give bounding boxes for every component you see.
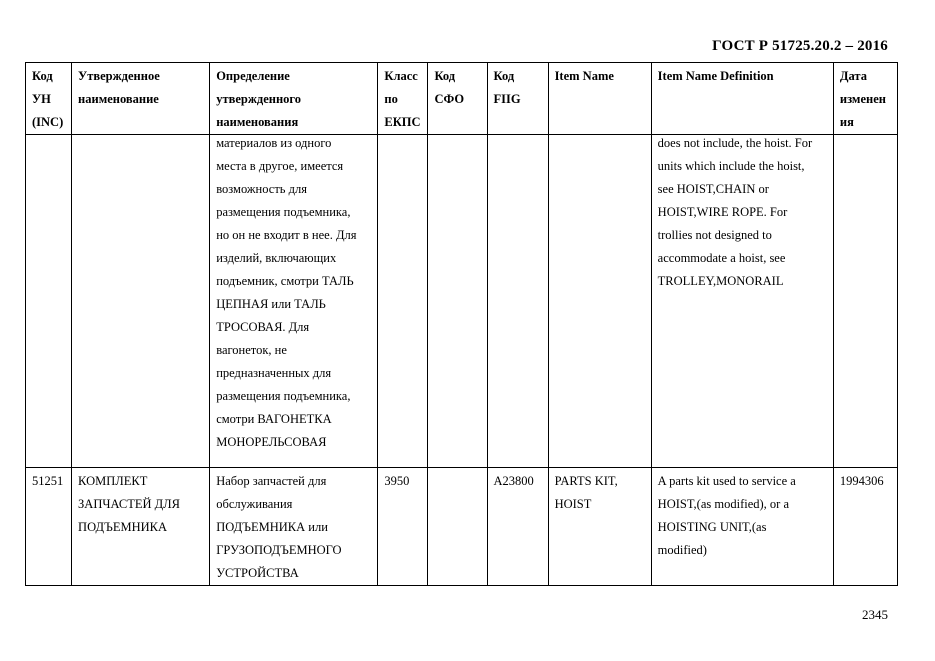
cell-fiig: A23800: [487, 468, 548, 586]
col-header-class: Класс по ЕКПС: [378, 63, 428, 135]
page-number: 2345: [862, 607, 888, 622]
col-header-inc: Код УН (INC): [26, 63, 72, 135]
col-header-approved-name: Утвержденное наименование: [72, 63, 210, 135]
cell-fiig: [487, 135, 548, 468]
cell-definition: материалов из одного места в другое, имеется возможность для размещения подъемника, но он не входит в нее. Для изделий, включающих подъемник, смотри ТАЛЬ ЦЕПНАЯ или ТАЛЬ ТРОСОВАЯ. Для вагонеток, не предназначенных для размещения подъемника, смотри ВАГОНЕТКА МОНОРЕЛЬСОВАЯ: [210, 135, 378, 468]
cell-date: [833, 135, 897, 468]
cell-definition: Набор запчастей для обслуживания ПОДЪЕМНИКА или ГРУЗОПОДЪЕМНОГО УСТРОЙСТВА: [210, 468, 378, 586]
col-header-definition: Определение утвержденного наименования: [210, 63, 378, 135]
cell-approved-name: КОМПЛЕКТ ЗАПЧАСТЕЙ ДЛЯ ПОДЪЕМНИКА: [72, 468, 210, 586]
cell-item-definition: A parts kit used to service a HOIST,(as modified), or a HOISTING UNIT,(as modified): [651, 468, 833, 586]
cell-class: [378, 135, 428, 468]
table-row: [26, 468, 898, 586]
col-header-item-name: Item Name: [548, 63, 651, 135]
cell-sfo: [428, 135, 487, 468]
cell-approved-name: [72, 135, 210, 468]
col-header-sfo: Код СФО: [428, 63, 487, 135]
cell-item-name: [548, 135, 651, 468]
table-row: [26, 135, 898, 468]
cell-sfo: [428, 468, 487, 586]
table-header-row: [26, 63, 898, 135]
document-standard-header: ГОСТ Р 51725.20.2 – 2016: [712, 38, 888, 54]
cell-item-definition: does not include, the hoist. For units which include the hoist, see HOIST,CHAIN or HOIST,WIRE ROPE. For trollies not designed to accommodate a hoist, see TROLLEY,MONORAIL: [651, 135, 833, 468]
col-header-fiig: Код FIIG: [487, 63, 548, 135]
col-header-item-definition: Item Name Definition: [651, 63, 833, 135]
cell-inc: 51251: [26, 468, 72, 586]
cell-date: 1994306: [833, 468, 897, 586]
cell-inc: [26, 135, 72, 468]
catalog-table: [25, 62, 898, 586]
cell-class: 3950: [378, 468, 428, 586]
col-header-date: Дата изменен ия: [833, 63, 897, 135]
cell-item-name: PARTS KIT, HOIST: [548, 468, 651, 586]
